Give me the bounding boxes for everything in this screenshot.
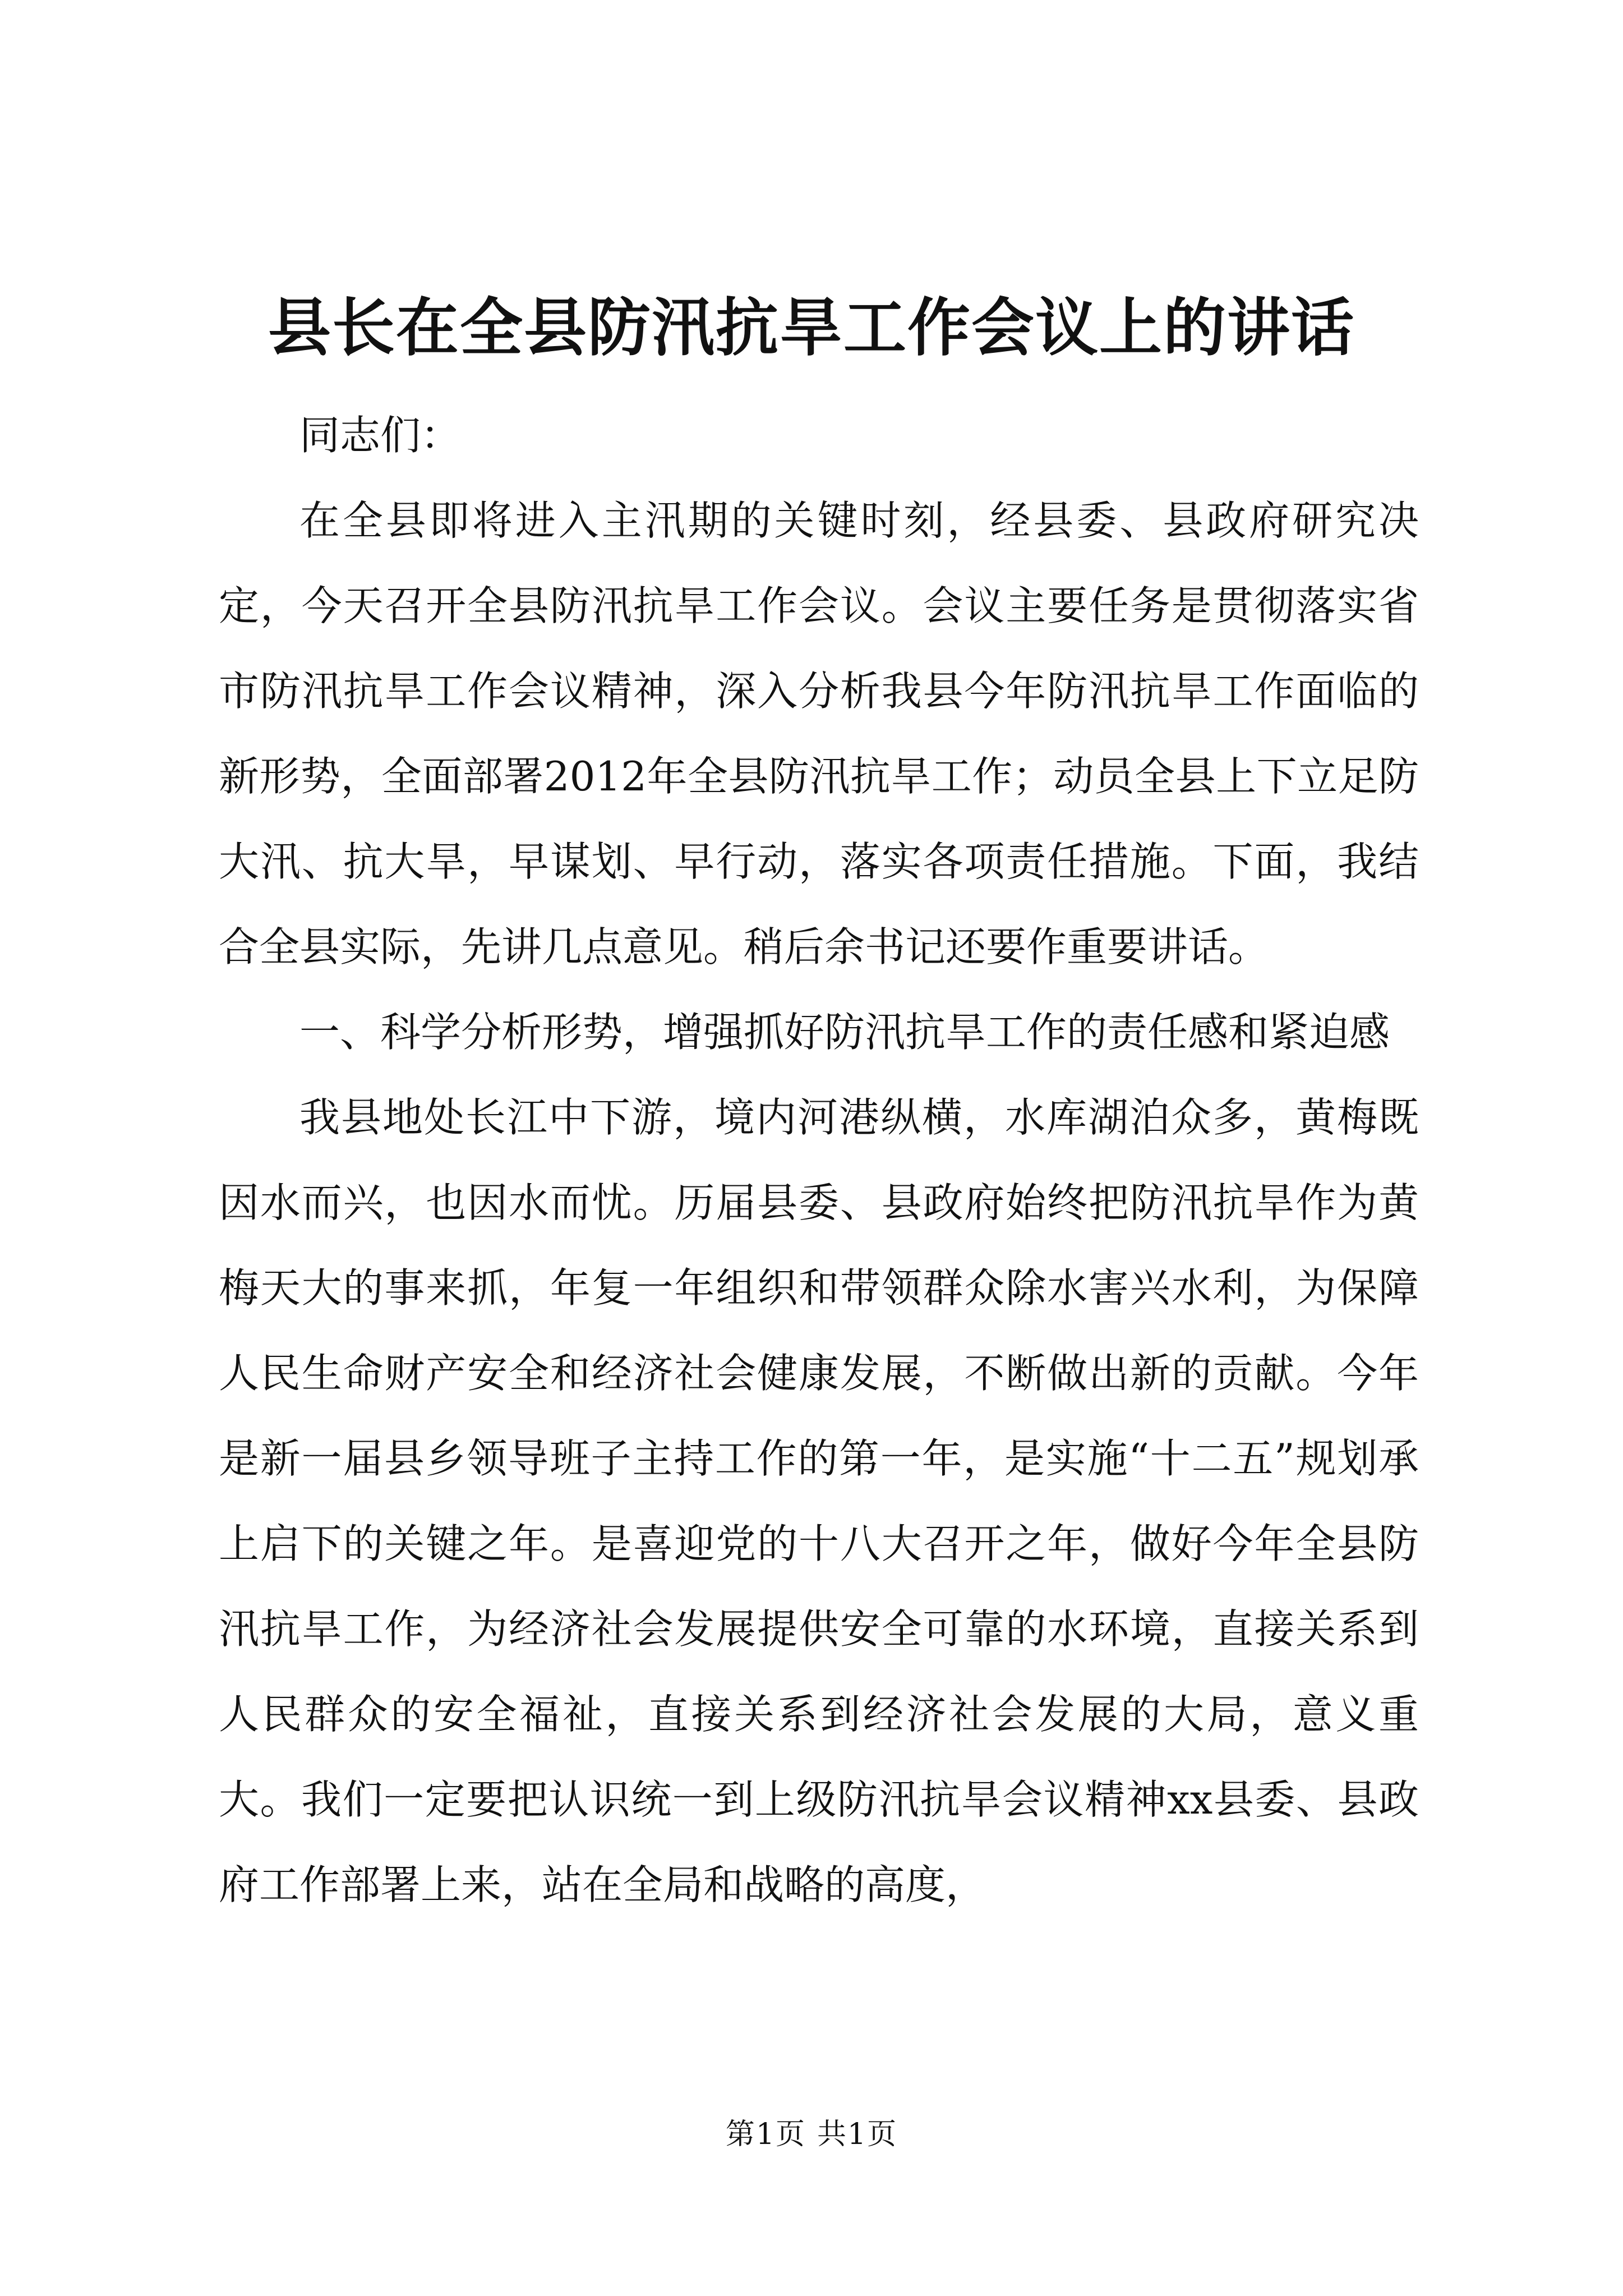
page-total: 共1页 bbox=[817, 2118, 898, 2151]
section-heading: 一、科学分析形势，增强抓好防汛抗旱工作的责任感和紧迫感 bbox=[299, 1009, 1390, 1056]
page-footer bbox=[0, 2115, 1623, 2154]
salutation-paragraph: 同志们： bbox=[299, 412, 462, 459]
page-number: 第1页 bbox=[725, 2118, 806, 2151]
section-body-paragraph: 我县地处长江中下游，境内河港纵横，水库湖泊众多，黄梅既因水而兴，也因水而忧。历届县委、县政府始终把防汛抗旱作为黄梅天大的事来抓，年复一年组织和带领群众除水害兴水利，为保障人民生命财产安全和经济社会健康发展，不断做出新的贡献。今年是新一届县乡领导班子主持工作的第一年，是实施“十二五”规划承上启下的关键之年。是喜迎党的十八大召开之年，做好今年全县防汛抗旱工作，为经济社会发展提供安全可靠的水环境，直接关系到人民群众的安全福祉，直接关系到经济社会发展的大局，意义重大。我们一定要把认识统一到上级防汛抗旱会议精神xx县委、县政府工作部署上来，站在全局和战略的高度， bbox=[219, 1094, 1419, 1908]
document-title: 县长在全县防汛抗旱工作会议上的讲话 bbox=[268, 291, 1355, 365]
intro-paragraph: 在全县即将进入主汛期的关键时刻，经县委、县政府研究决定，今天召开全县防汛抗旱工作会议。会议主要任务是贯彻落实省市防汛抗旱工作会议精神，深入分析我县今年防汛抗旱工作面临的新形势，全面部署2012年全县防汛抗旱工作；动员全县上下立足防大汛、抗大旱，早谋划、早行动，落实各项责任措施。下面，我结合全县实际，先讲几点意见。稍后余书记还要作重要讲话。 bbox=[219, 497, 1419, 970]
document-body bbox=[219, 393, 1419, 1927]
